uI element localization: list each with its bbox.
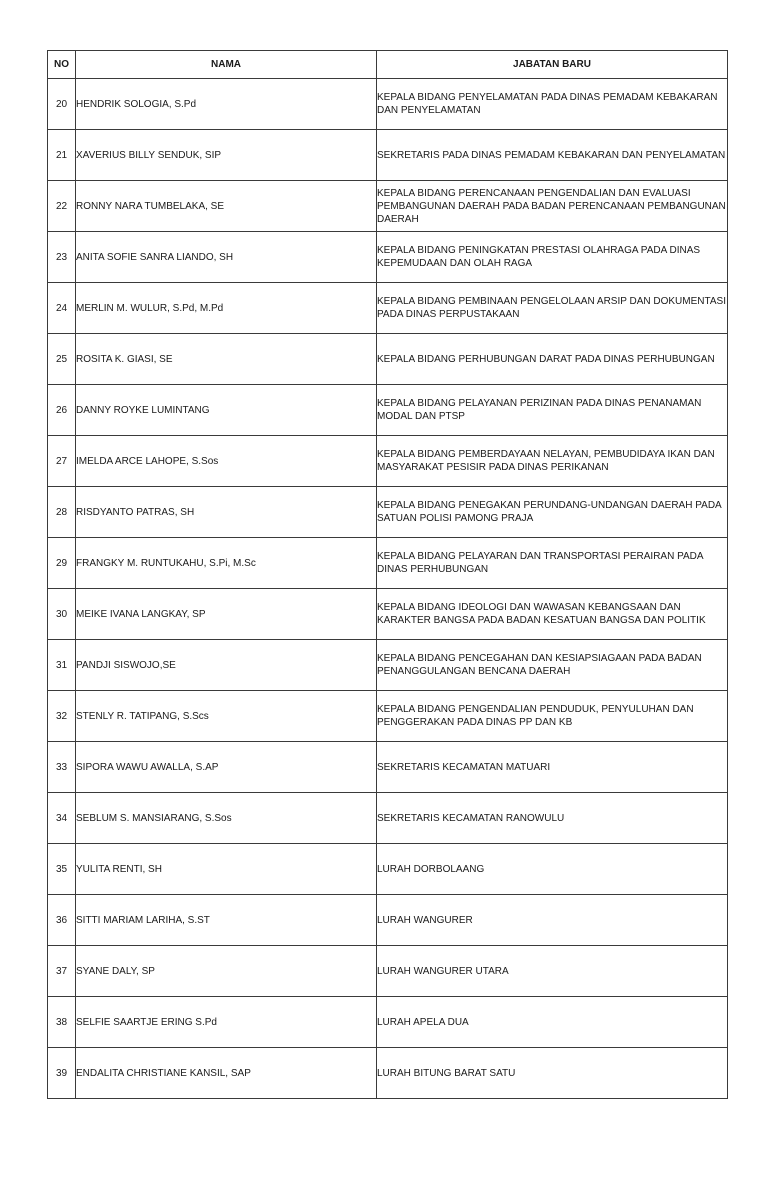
new-position: KEPALA BIDANG PELAYANAN PERIZINAN PADA DINAS PENANAMAN MODAL DAN PTSP — [377, 385, 728, 436]
row-number: 38 — [48, 997, 76, 1048]
new-position: LURAH BITUNG BARAT SATU — [377, 1048, 728, 1099]
table-row — [48, 79, 728, 130]
new-position: LURAH DORBOLAANG — [377, 844, 728, 895]
employee-name: ANITA SOFIE SANRA LIANDO, SH — [76, 232, 377, 283]
employee-name: MERLIN M. WULUR, S.Pd, M.Pd — [76, 283, 377, 334]
table-row — [48, 283, 728, 334]
employee-name: RONNY NARA TUMBELAKA, SE — [76, 181, 377, 232]
row-number: 31 — [48, 640, 76, 691]
row-number: 28 — [48, 487, 76, 538]
table-row — [48, 334, 728, 385]
table-row — [48, 436, 728, 487]
new-position: KEPALA BIDANG PEMBERDAYAAN NELAYAN, PEMBUDIDAYA IKAN DAN MASYARAKAT PESISIR PADA DINAS PERIKANAN — [377, 436, 728, 487]
employee-name: STENLY R. TATIPANG, S.Scs — [76, 691, 377, 742]
table-row — [48, 385, 728, 436]
table-row — [48, 232, 728, 283]
employee-name: SYANE DALY, SP — [76, 946, 377, 997]
row-number: 39 — [48, 1048, 76, 1099]
employee-name: SEBLUM S. MANSIARANG, S.Sos — [76, 793, 377, 844]
table-row — [48, 691, 728, 742]
row-number: 30 — [48, 589, 76, 640]
employee-name: SIPORA WAWU AWALLA, S.AP — [76, 742, 377, 793]
table-row — [48, 538, 728, 589]
table-row — [48, 1048, 728, 1099]
table-row — [48, 181, 728, 232]
employee-name: IMELDA ARCE LAHOPE, S.Sos — [76, 436, 377, 487]
header-no: NO — [48, 51, 76, 79]
table-row — [48, 589, 728, 640]
table-row — [48, 946, 728, 997]
employee-name: RISDYANTO PATRAS, SH — [76, 487, 377, 538]
table-row — [48, 742, 728, 793]
row-number: 34 — [48, 793, 76, 844]
new-position: LURAH WANGURER UTARA — [377, 946, 728, 997]
row-number: 23 — [48, 232, 76, 283]
row-number: 35 — [48, 844, 76, 895]
row-number: 26 — [48, 385, 76, 436]
row-number: 29 — [48, 538, 76, 589]
row-number: 21 — [48, 130, 76, 181]
new-position: SEKRETARIS PADA DINAS PEMADAM KEBAKARAN DAN PENYELAMATAN — [377, 130, 728, 181]
appointment-table — [47, 50, 728, 1099]
new-position: KEPALA BIDANG PENINGKATAN PRESTASI OLAHRAGA PADA DINAS KEPEMUDAAN DAN OLAH RAGA — [377, 232, 728, 283]
row-number: 22 — [48, 181, 76, 232]
employee-name: YULITA RENTI, SH — [76, 844, 377, 895]
employee-name: PANDJI SISWOJO,SE — [76, 640, 377, 691]
employee-name: SELFIE SAARTJE ERING S.Pd — [76, 997, 377, 1048]
new-position: KEPALA BIDANG PENGENDALIAN PENDUDUK, PENYULUHAN DAN PENGGERAKAN PADA DINAS PP DAN KB — [377, 691, 728, 742]
table-row — [48, 844, 728, 895]
new-position: SEKRETARIS KECAMATAN MATUARI — [377, 742, 728, 793]
employee-name: DANNY ROYKE LUMINTANG — [76, 385, 377, 436]
new-position: SEKRETARIS KECAMATAN RANOWULU — [377, 793, 728, 844]
row-number: 32 — [48, 691, 76, 742]
new-position: KEPALA BIDANG PELAYARAN DAN TRANSPORTASI PERAIRAN PADA DINAS PERHUBUNGAN — [377, 538, 728, 589]
new-position: KEPALA BIDANG PEMBINAAN PENGELOLAAN ARSIP DAN DOKUMENTASI PADA DINAS PERPUSTAKAAN — [377, 283, 728, 334]
new-position: KEPALA BIDANG PENYELAMATAN PADA DINAS PEMADAM KEBAKARAN DAN PENYELAMATAN — [377, 79, 728, 130]
row-number: 36 — [48, 895, 76, 946]
table-row — [48, 640, 728, 691]
employee-name: ROSITA K. GIASI, SE — [76, 334, 377, 385]
new-position: KEPALA BIDANG PENCEGAHAN DAN KESIAPSIAGAAN PADA BADAN PENANGGULANGAN BENCANA DAERAH — [377, 640, 728, 691]
row-number: 24 — [48, 283, 76, 334]
row-number: 33 — [48, 742, 76, 793]
table-row — [48, 130, 728, 181]
header-jabatan-baru: JABATAN BARU — [377, 51, 728, 79]
table-body — [48, 79, 728, 1099]
new-position: KEPALA BIDANG PERHUBUNGAN DARAT PADA DINAS PERHUBUNGAN — [377, 334, 728, 385]
table-row — [48, 997, 728, 1048]
employee-name: ENDALITA CHRISTIANE KANSIL, SAP — [76, 1048, 377, 1099]
row-number: 25 — [48, 334, 76, 385]
new-position: LURAH APELA DUA — [377, 997, 728, 1048]
row-number: 27 — [48, 436, 76, 487]
new-position: LURAH WANGURER — [377, 895, 728, 946]
new-position: KEPALA BIDANG IDEOLOGI DAN WAWASAN KEBANGSAAN DAN KARAKTER BANGSA PADA BADAN KESATUAN BANGSA DAN POLITIK — [377, 589, 728, 640]
row-number: 37 — [48, 946, 76, 997]
new-position: KEPALA BIDANG PENEGAKAN PERUNDANG-UNDANGAN DAERAH PADA SATUAN POLISI PAMONG PRAJA — [377, 487, 728, 538]
employee-name: XAVERIUS BILLY SENDUK, SIP — [76, 130, 377, 181]
table-row — [48, 895, 728, 946]
row-number: 20 — [48, 79, 76, 130]
table-row — [48, 487, 728, 538]
table-row — [48, 793, 728, 844]
new-position: KEPALA BIDANG PERENCANAAN PENGENDALIAN DAN EVALUASI PEMBANGUNAN DAERAH PADA BADAN PERENCANAAN PEMBANGUNAN DAERAH — [377, 181, 728, 232]
employee-name: SITTI MARIAM LARIHA, S.ST — [76, 895, 377, 946]
table-header-row — [48, 51, 728, 79]
employee-name: FRANGKY M. RUNTUKAHU, S.Pi, M.Sc — [76, 538, 377, 589]
employee-name: HENDRIK SOLOGIA, S.Pd — [76, 79, 377, 130]
employee-name: MEIKE IVANA LANGKAY, SP — [76, 589, 377, 640]
header-nama: NAMA — [76, 51, 377, 79]
